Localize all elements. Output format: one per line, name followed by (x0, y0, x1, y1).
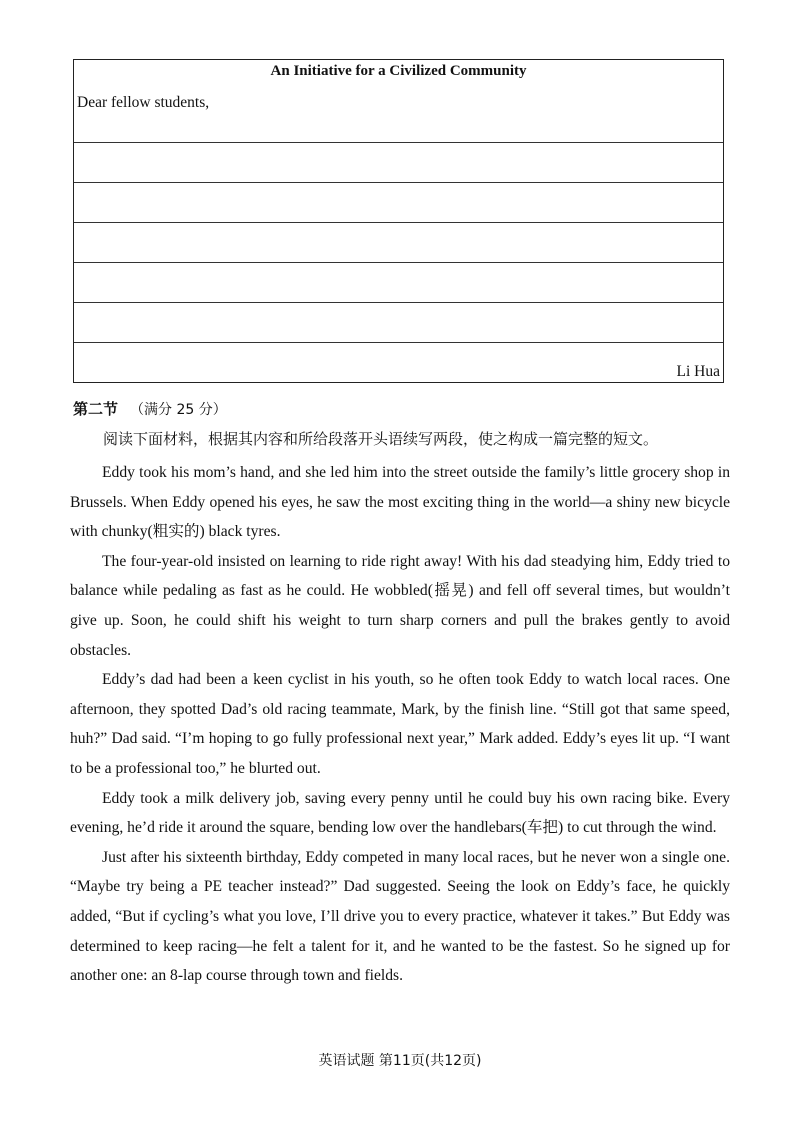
passage-paragraph: The four-year-old insisted on learning to ride right away! With his dad steadying him, Eddy tried to balance while pedaling as fast as he could. He wobbled(摇晃) and fell off several times, but wouldn’t give up. Soon, he could shift his weight to turn sharp corners and pull the brakes gently to avoid obstacles. (70, 552, 730, 659)
writing-line[interactable] (74, 222, 723, 223)
page-footer: 英语试题 第11页(共12页) (318, 1053, 482, 1069)
section-title: 第二节 (73, 400, 119, 418)
writing-line[interactable] (74, 342, 723, 343)
salutation: Dear fellow students, (77, 94, 210, 111)
passage-paragraph: Eddy took a milk delivery job, saving every penny until he could buy his own racing bike. Every evening, he’d ride it around the square, bending low over the handlebars(车把) to cut through the wind. (70, 789, 730, 837)
writing-line[interactable] (74, 262, 723, 263)
writing-box (73, 59, 724, 383)
passage-paragraph: Eddy took his mom’s hand, and she led him into the street outside the family’s little grocery shop in Brussels. When Eddy opened his eyes, he saw the most exciting thing in the world—a shiny new bicycle with chunky(粗实的) black tyres. (70, 464, 730, 541)
section-score: （满分 25 分） (130, 402, 227, 418)
section-heading (73, 398, 227, 419)
section-instruction: 阅读下面材料，根据其内容和所给段落开头语续写两段，使之构成一篇完整的短文。 (103, 430, 659, 448)
essay-title: An Initiative for a Civilized Community (270, 63, 527, 79)
passage-paragraph: Eddy’s dad had been a keen cyclist in his youth, so he often took Eddy to watch local races. One afternoon, they spotted Dad’s old racing teammate, Mark, by the finish line. “Still got that same speed, huh?” Dad said. “I’m hoping to go fully professional next year,” Mark added. Eddy’s eyes lit up. “I want to be a professional too,” he blurted out. (70, 671, 730, 777)
signature: Li Hua (676, 363, 720, 380)
passage (70, 458, 730, 991)
writing-line[interactable] (74, 302, 723, 303)
passage-paragraph: Just after his sixteenth birthday, Eddy competed in many local races, but he never won a single one. “Maybe try being a PE teacher instead?” Dad suggested. Seeing the look on Eddy’s face, he quickly added, “But if cycling’s what you love, I’ll drive you to every practice, whatever it takes.” But Eddy was determined to keep racing—he felt a talent for it, and he wanted to be the fastest. So he signed up for another one: an 8-lap course through town and fields. (70, 848, 730, 985)
writing-line[interactable] (74, 182, 723, 183)
writing-line[interactable] (74, 142, 723, 143)
